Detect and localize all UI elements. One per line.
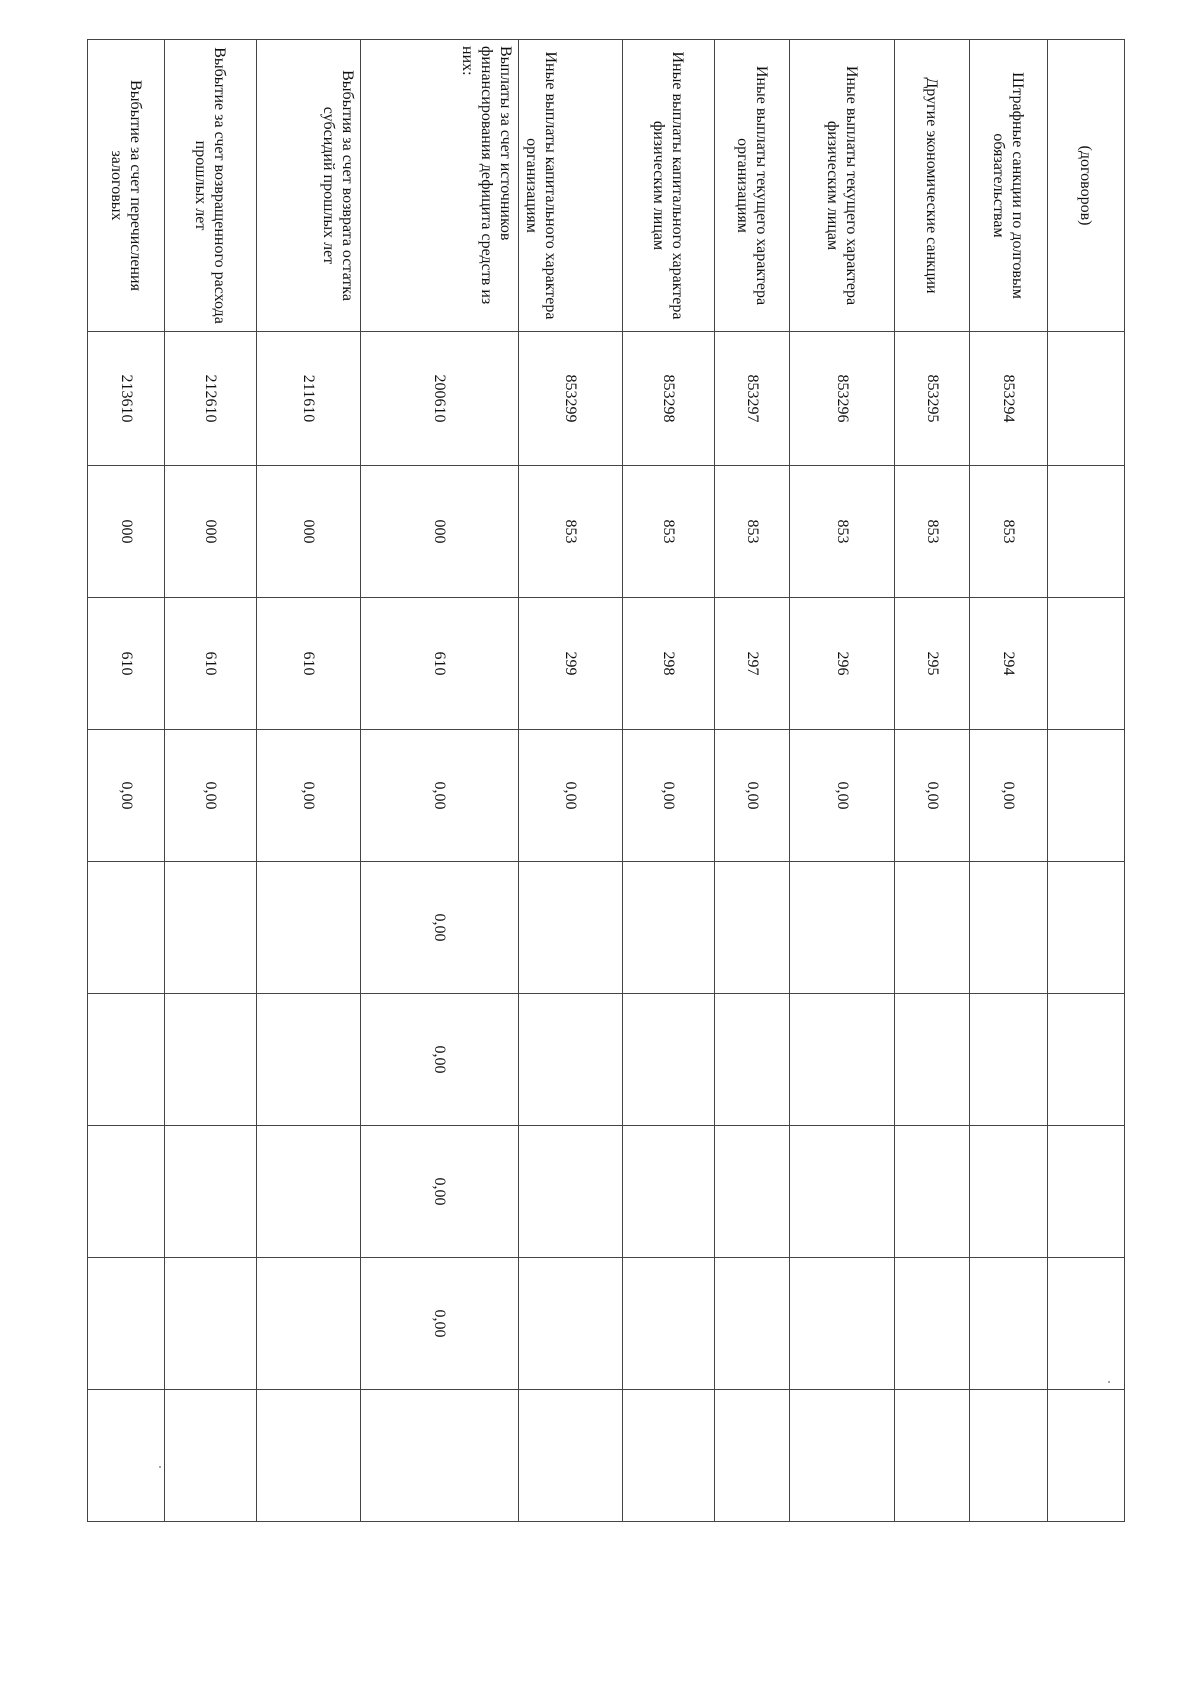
row-code-cell: 853294 bbox=[970, 332, 1048, 466]
row-value-cell: 853 bbox=[790, 466, 895, 598]
row-amount-cell bbox=[623, 1258, 715, 1390]
row-amount-cell: 0,00 bbox=[715, 730, 790, 862]
row-amount-cell bbox=[623, 1126, 715, 1258]
table-row bbox=[790, 40, 895, 1522]
row-code-cell: 853295 bbox=[895, 332, 970, 466]
header-cell-empty bbox=[1048, 1390, 1125, 1522]
row-amount-cell bbox=[715, 862, 790, 994]
row-value-cell: 853 bbox=[623, 466, 715, 598]
row-amount-cell bbox=[88, 994, 165, 1126]
header-cell-empty bbox=[1048, 1126, 1125, 1258]
row-amount-cell bbox=[257, 862, 361, 994]
row-value-cell: 000 bbox=[257, 466, 361, 598]
header-cell-empty bbox=[1048, 1258, 1125, 1390]
row-value-cell: 295 bbox=[895, 598, 970, 730]
row-amount-cell bbox=[88, 1258, 165, 1390]
row-value-cell: 853 bbox=[970, 466, 1048, 598]
header-cell-empty bbox=[1048, 598, 1125, 730]
header-cell-empty bbox=[1048, 862, 1125, 994]
row-value-cell: 853 bbox=[715, 466, 790, 598]
row-amount-cell bbox=[623, 994, 715, 1126]
row-amount-cell: 0,00 bbox=[361, 730, 519, 862]
row-amount-cell bbox=[165, 994, 257, 1126]
row-name-cell: Выбытия за счет возврата остатка субсидий прошлых лет bbox=[257, 40, 361, 332]
row-amount-cell: 0,00 bbox=[895, 730, 970, 862]
row-value-cell: 299 bbox=[519, 598, 623, 730]
table-row bbox=[361, 40, 519, 1522]
row-name-cell: Иные выплаты текущего характера физическим лицам bbox=[790, 40, 895, 332]
table-row bbox=[623, 40, 715, 1522]
row-amount-cell bbox=[970, 862, 1048, 994]
row-amount-cell bbox=[790, 1126, 895, 1258]
table-row bbox=[970, 40, 1048, 1522]
row-name-cell: Иные выплаты капитального характера физическим лицам bbox=[623, 40, 715, 332]
row-amount-cell bbox=[88, 1126, 165, 1258]
row-empty-cell bbox=[88, 1390, 165, 1522]
row-value-cell: 000 bbox=[165, 466, 257, 598]
row-value-cell: 610 bbox=[165, 598, 257, 730]
header-cell-empty bbox=[1048, 332, 1125, 466]
row-amount-cell: 0,00 bbox=[519, 730, 623, 862]
table-row bbox=[165, 40, 257, 1522]
header-cell-empty bbox=[1048, 730, 1125, 862]
row-amount-cell bbox=[895, 1258, 970, 1390]
row-name-cell: Штрафные санкции по долговым обязательствам bbox=[970, 40, 1048, 332]
row-amount-cell bbox=[88, 862, 165, 994]
row-code-cell: 213610 bbox=[88, 332, 165, 466]
row-amount-cell: 0,00 bbox=[88, 730, 165, 862]
row-amount-cell bbox=[790, 994, 895, 1126]
row-amount-cell bbox=[519, 1126, 623, 1258]
header-cell-contracts: (договоров) bbox=[1048, 40, 1125, 332]
row-value-cell: 298 bbox=[623, 598, 715, 730]
row-code-cell: 853299 bbox=[519, 332, 623, 466]
row-amount-cell bbox=[715, 1258, 790, 1390]
row-empty-cell bbox=[361, 1390, 519, 1522]
row-name-cell: Выбытие за счет перечисления залоговых bbox=[88, 40, 165, 332]
row-amount-cell: 0,00 bbox=[790, 730, 895, 862]
row-empty-cell bbox=[165, 1390, 257, 1522]
table-row bbox=[257, 40, 361, 1522]
row-value-cell: 000 bbox=[361, 466, 519, 598]
row-amount-cell bbox=[790, 862, 895, 994]
row-amount-cell bbox=[970, 1258, 1048, 1390]
row-name-cell: Иные выплаты текущего характера организациям bbox=[715, 40, 790, 332]
row-value-cell: 610 bbox=[361, 598, 519, 730]
row-amount-cell bbox=[715, 1126, 790, 1258]
table-row bbox=[519, 40, 623, 1522]
row-empty-cell bbox=[970, 1390, 1048, 1522]
table-row bbox=[88, 40, 165, 1522]
row-value-cell: 853 bbox=[895, 466, 970, 598]
header-cell-empty bbox=[1048, 466, 1125, 598]
row-amount-cell bbox=[970, 1126, 1048, 1258]
rotated-budget-table-sheet bbox=[88, 39, 1125, 1401]
row-empty-cell bbox=[257, 1390, 361, 1522]
row-empty-cell bbox=[790, 1390, 895, 1522]
row-code-cell: 853296 bbox=[790, 332, 895, 466]
row-name-cell: Другие экономические санкции bbox=[895, 40, 970, 332]
row-amount-cell bbox=[970, 994, 1048, 1126]
row-amount-cell bbox=[790, 1258, 895, 1390]
row-code-cell: 853298 bbox=[623, 332, 715, 466]
row-amount-cell: 0,00 bbox=[257, 730, 361, 862]
row-value-cell: 610 bbox=[88, 598, 165, 730]
row-name-cell: Иные выплаты капитального характера организациям bbox=[519, 40, 623, 332]
row-code-cell: 212610 bbox=[165, 332, 257, 466]
row-amount-cell bbox=[519, 862, 623, 994]
row-code-cell: 211610 bbox=[257, 332, 361, 466]
row-amount-cell bbox=[257, 1126, 361, 1258]
row-amount-cell: 0,00 bbox=[361, 1126, 519, 1258]
row-amount-cell bbox=[519, 994, 623, 1126]
row-value-cell: 853 bbox=[519, 466, 623, 598]
row-value-cell: 296 bbox=[790, 598, 895, 730]
row-code-cell: 200610 bbox=[361, 332, 519, 466]
budget-expenditure-table bbox=[87, 39, 1125, 1522]
row-empty-cell bbox=[623, 1390, 715, 1522]
row-amount-cell bbox=[715, 994, 790, 1126]
row-amount-cell bbox=[895, 994, 970, 1126]
row-amount-cell bbox=[165, 1258, 257, 1390]
row-empty-cell bbox=[715, 1390, 790, 1522]
row-amount-cell bbox=[165, 1126, 257, 1258]
row-code-cell: 853297 bbox=[715, 332, 790, 466]
table-row bbox=[715, 40, 790, 1522]
row-amount-cell: 0,00 bbox=[970, 730, 1048, 862]
scan-speck bbox=[159, 1466, 161, 1468]
table-row bbox=[895, 40, 970, 1522]
row-name-cell: Выплаты за счет источников финансирования дефицита средств из них: bbox=[361, 40, 519, 332]
row-amount-cell: 0,00 bbox=[165, 730, 257, 862]
row-value-cell: 297 bbox=[715, 598, 790, 730]
row-amount-cell bbox=[257, 994, 361, 1126]
row-name-cell: Выбытие за счет возвращенного расхода прошлых лет bbox=[165, 40, 257, 332]
row-amount-cell bbox=[165, 862, 257, 994]
row-value-cell: 294 bbox=[970, 598, 1048, 730]
row-amount-cell bbox=[895, 1126, 970, 1258]
row-empty-cell bbox=[895, 1390, 970, 1522]
row-amount-cell bbox=[519, 1258, 623, 1390]
header-cell-empty bbox=[1048, 994, 1125, 1126]
scan-speck bbox=[1108, 1381, 1110, 1383]
row-value-cell: 610 bbox=[257, 598, 361, 730]
row-amount-cell: 0,00 bbox=[623, 730, 715, 862]
table-body bbox=[88, 40, 1125, 1522]
row-amount-cell: 0,00 bbox=[361, 994, 519, 1126]
row-amount-cell bbox=[623, 862, 715, 994]
row-value-cell: 000 bbox=[88, 466, 165, 598]
table-header-row bbox=[1048, 40, 1125, 1522]
row-amount-cell bbox=[257, 1258, 361, 1390]
row-amount-cell: 0,00 bbox=[361, 1258, 519, 1390]
row-amount-cell: 0,00 bbox=[361, 862, 519, 994]
row-empty-cell bbox=[519, 1390, 623, 1522]
row-amount-cell bbox=[895, 862, 970, 994]
